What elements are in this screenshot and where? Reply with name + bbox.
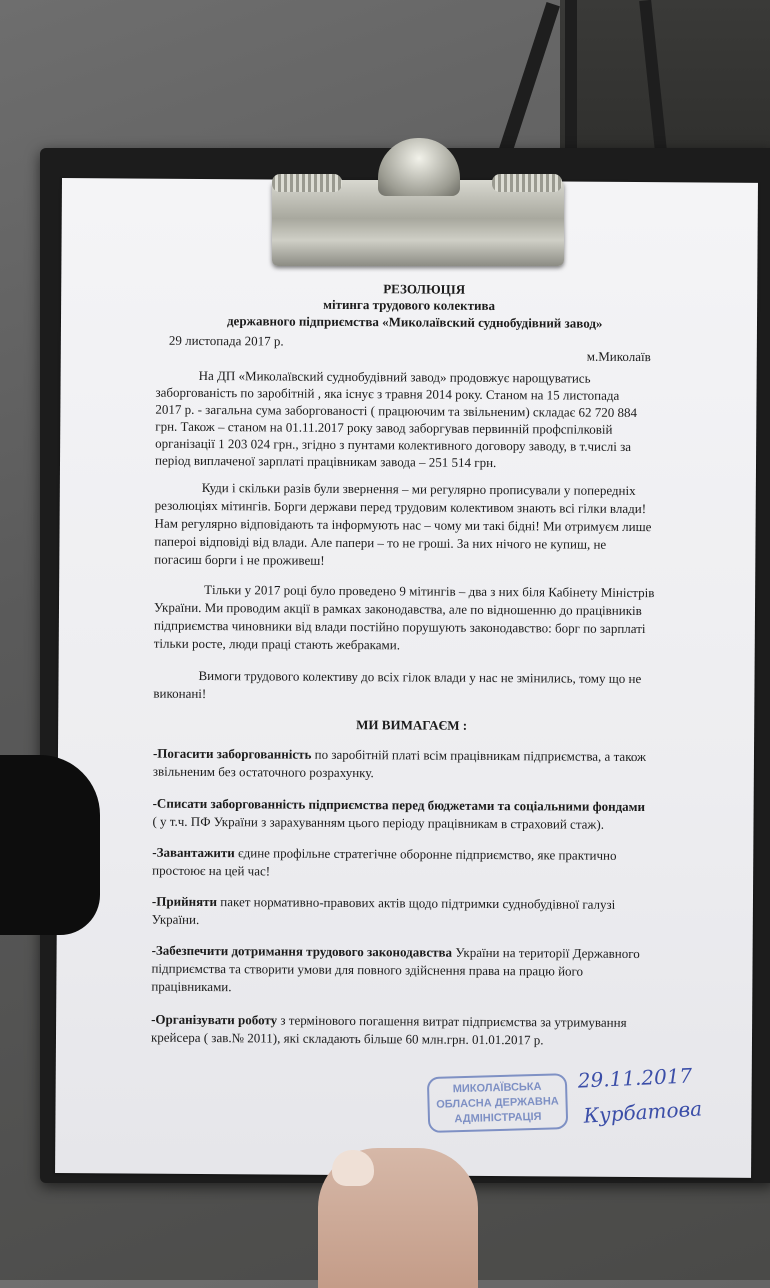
demand-1-rest: по заробітній платі всім працівникам підприємства, а також: [311, 746, 647, 765]
demand-1-line2: звільненим без остаточного розрахунку.: [152, 763, 374, 781]
demand-2: -Списати заборгованність підприємства перед бюджетами та соціальними фондами: [152, 795, 646, 815]
resolution-sheet: [55, 178, 758, 1178]
doc-place: м.Миколаїв: [586, 348, 651, 365]
paragraph-1-line: грн. Також – станом на 01.11.2017 року завод заборгував первинній профспілковій: [155, 418, 613, 437]
stamp-line: АДМІНІСТРАЦІЯ: [454, 1110, 542, 1126]
demand-3-bold: -Завантажити: [152, 844, 235, 861]
demand-6-line2: крейсера ( зав.№ 2011), які складають більше 60 млн.грн. 01.01.2017 р.: [150, 1029, 544, 1048]
doc-subtitle-1: мітинга трудового колектива: [323, 296, 496, 314]
demand-4: [152, 893, 615, 914]
official-stamp: [427, 1073, 569, 1133]
clip-spring-left: [272, 174, 342, 192]
paragraph-1-line: 2017 р. - загальна сума заборгованості ( працюючим та звільненим) складає 62 720 884: [155, 401, 638, 421]
demand-5-line3: працівниками.: [151, 978, 232, 995]
paragraph-2-line: папероі відповіді від влади. Але папери – то не гроші. За них нічого не купиш, не: [154, 533, 607, 552]
doc-title: РЕЗОЛЮЦІЯ: [383, 281, 466, 297]
demand-3-line2: простоює на цей час!: [152, 862, 271, 879]
demand-2-line2: ( у т.ч. ПФ України з зарахуванням цього періоду працівникам в страховий стаж).: [152, 813, 605, 832]
paragraph-2-line: Куди і скільки разів були звернення – ми регулярно прописували у попередніх: [201, 479, 636, 499]
paragraph-3-line: підприємства чиновники від влади постійно порушують законодавство: борг по зарплаті: [153, 617, 646, 637]
demand-3-rest: єдине профільне стратегічне оборонне підприємство, яке практично: [234, 845, 617, 863]
demand-5-line2: підприємства та створити умови для повного здійснення права на працю його: [151, 960, 584, 979]
stamp-line: МИКОЛАЇВСЬКА: [452, 1080, 542, 1096]
resolution-text: [55, 178, 758, 1178]
demand-4-line2: України.: [151, 911, 200, 927]
demand-1-bold: -Погасити заборгованність: [152, 745, 312, 762]
doc-date: 29 листопада 2017 р.: [168, 332, 284, 349]
paragraph-1-line: організації 1 203 024 грн., згідно з пунтами колективного договору заводу, в т.числі за: [155, 435, 632, 454]
handwritten-signature: Курбатова: [582, 1096, 703, 1128]
demand-5-bold: -Забезпечити дотримання трудового законодавства: [151, 942, 453, 960]
paragraph-1-line: період виплаченої зарплаті працівникам завода – 251 514 грн.: [154, 452, 497, 471]
paragraph-2-line: резолюціях мітингів. Борги держави перед трудовим колективом знають всі гілки влади!: [154, 497, 647, 517]
demand-4-bold: -Прийняти: [151, 893, 218, 910]
thumb-nail: [332, 1150, 374, 1186]
clip-handle: [378, 138, 460, 196]
paragraph-3-line: України. Ми проводим акції в рамках законодавства, але по відношенню до працівників: [153, 599, 642, 619]
handwritten-date: 29.11.2017: [577, 1063, 693, 1093]
demand-5-rest: України на території Державного: [452, 944, 640, 962]
demand-6-rest: з термінового погашення витрат підприємства за утримування: [277, 1012, 627, 1030]
demand-heading: МИ ВИМАГАЄМ :: [356, 717, 468, 733]
stamp-line: ОБЛАСНА ДЕРЖАВНА: [436, 1095, 559, 1111]
clip-spring-right: [492, 174, 562, 192]
paragraph-1-line: заборгованість по заробітній , яка існує з травня 2014 року. Станом на 15 листопада: [155, 384, 620, 403]
demand-6-bold: -Організувати роботу: [151, 1011, 278, 1028]
tripod-leg: [565, 0, 577, 170]
doc-subtitle-2: державного підприємства «Миколаївский суднобудівний завод»: [226, 313, 603, 331]
paragraph-3-line: Тільки у 2017 році було проведено 9 мітингів – два з них біля Кабінету Міністрів: [204, 582, 655, 601]
paragraph-2-line: погасиш борги і не проживеш!: [154, 551, 325, 568]
paragraph-2-line: Нам регулярно відповідають та інформують нас – чому ми такі бідні! Ми отримуєм лише: [154, 515, 652, 535]
demand-4-rest: пакет нормативно-правових актів щодо підтримки суднобудівної галузі: [216, 894, 616, 912]
tripod-leg: [494, 2, 560, 168]
paragraph-1-line: На ДП «Миколаївский суднобудівний завод» продовжує нарощуватись: [198, 367, 591, 386]
paragraph-3-line: тільки росте, люди праці стають жебраками.: [153, 635, 401, 653]
paragraph-4-line: Вимоги трудового колективу до всіх гілок влади у нас не змінились, тому що не: [198, 667, 642, 687]
gloved-hand: [0, 755, 100, 935]
paragraph-4-line: виконані!: [153, 685, 207, 702]
